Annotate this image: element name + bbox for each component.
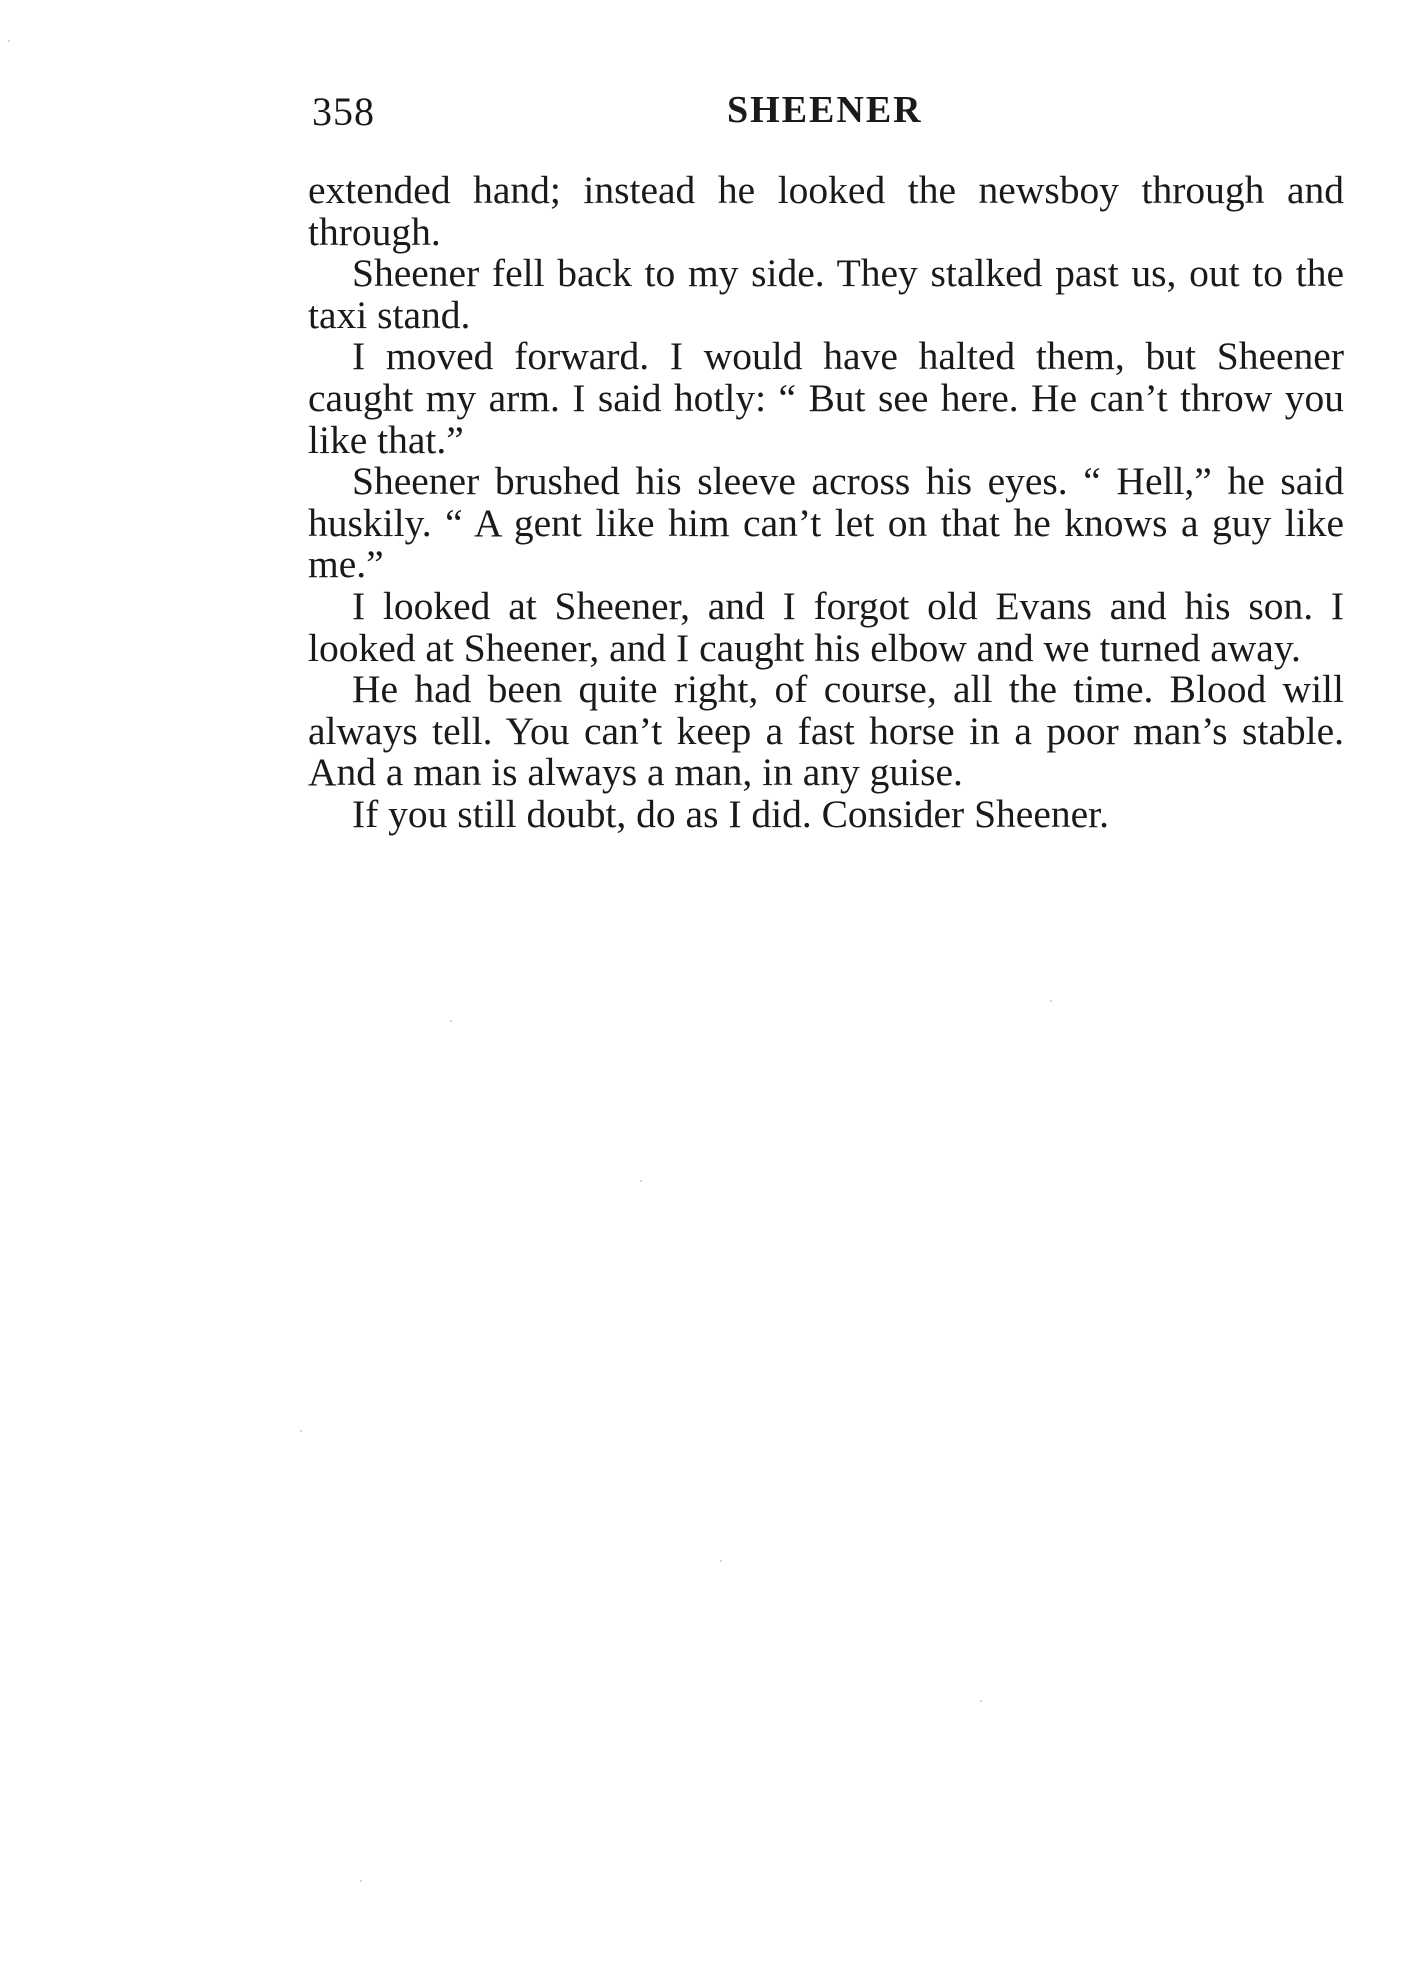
body-text — [308, 170, 1344, 836]
scan-speck — [640, 1180, 642, 1182]
paragraph: If you still doubt, do as I did. Consider Sheener. — [352, 791, 1109, 836]
paragraph: extended hand; instead he looked the newsboy through and through. — [308, 168, 1344, 254]
scan-speck — [1050, 1000, 1052, 1002]
page-number: 358 — [312, 89, 375, 134]
scan-speck — [8, 40, 10, 42]
paragraph: I looked at Sheener, and I forgot old Evans and his son. I looked at Sheener, and I caught his elbow and we turned away. — [308, 583, 1344, 670]
running-title: SHEENER — [727, 89, 923, 131]
scan-speck — [720, 1560, 722, 1562]
paragraph: I moved forward. I would have halted them, but Sheener caught my arm. I said hotly: “ But see here. He can’t throw you like that.” — [308, 334, 1344, 462]
scan-speck — [360, 1880, 362, 1882]
scan-speck — [300, 1430, 302, 1432]
paragraph: Sheener brushed his sleeve across his eyes. “ Hell,” he said huskily. “ A gent like him can’t let on that he knows a guy like me.” — [308, 459, 1344, 587]
scan-speck — [980, 1700, 982, 1702]
paragraph: He had been quite right, of course, all the time. Blood will always tell. You can’t keep a fast horse in a poor man’s stable. And a man is always a man, in any guise. — [308, 667, 1344, 795]
page-header — [312, 88, 1342, 138]
scan-speck — [450, 1020, 452, 1022]
paragraph: Sheener fell back to my side. They stalked past us, out to the taxi stand. — [308, 251, 1344, 337]
